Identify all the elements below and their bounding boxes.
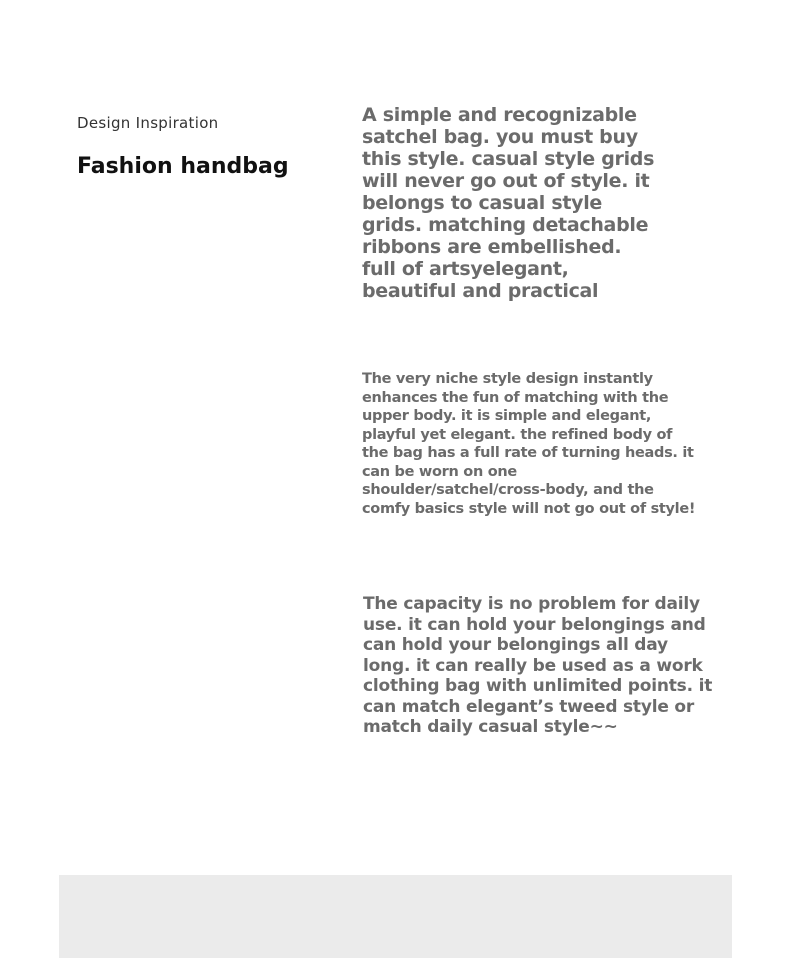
page-title: Fashion handbag bbox=[77, 154, 289, 179]
image-placeholder-block bbox=[59, 875, 732, 958]
description-paragraph-3: The capacity is no problem for daily use. it can hold your belongings and can hold your belongings all day long. it can really be used as a work clothing bag with unlimited points. it can match elegant’s tweed style or match daily casual style~~ bbox=[363, 594, 713, 737]
section-eyebrow: Design Inspiration bbox=[77, 114, 219, 132]
description-paragraph-1: A simple and recognizable satchel bag. you must buy this style. casual style grids will never go out of style. it belongs to casual style grids. matching detachable ribbons are embellished. full of artsyelegant, beautiful and practical bbox=[362, 104, 655, 302]
description-paragraph-2: The very niche style design instantly enhances the fun of matching with the upper body. it is simple and elegant, playful yet elegant. the refined body of the bag has a full rate of turning heads. it can be worn on one shoulder/satchel/cross-body, and the comfy basics style will not go out of style! bbox=[362, 371, 696, 517]
